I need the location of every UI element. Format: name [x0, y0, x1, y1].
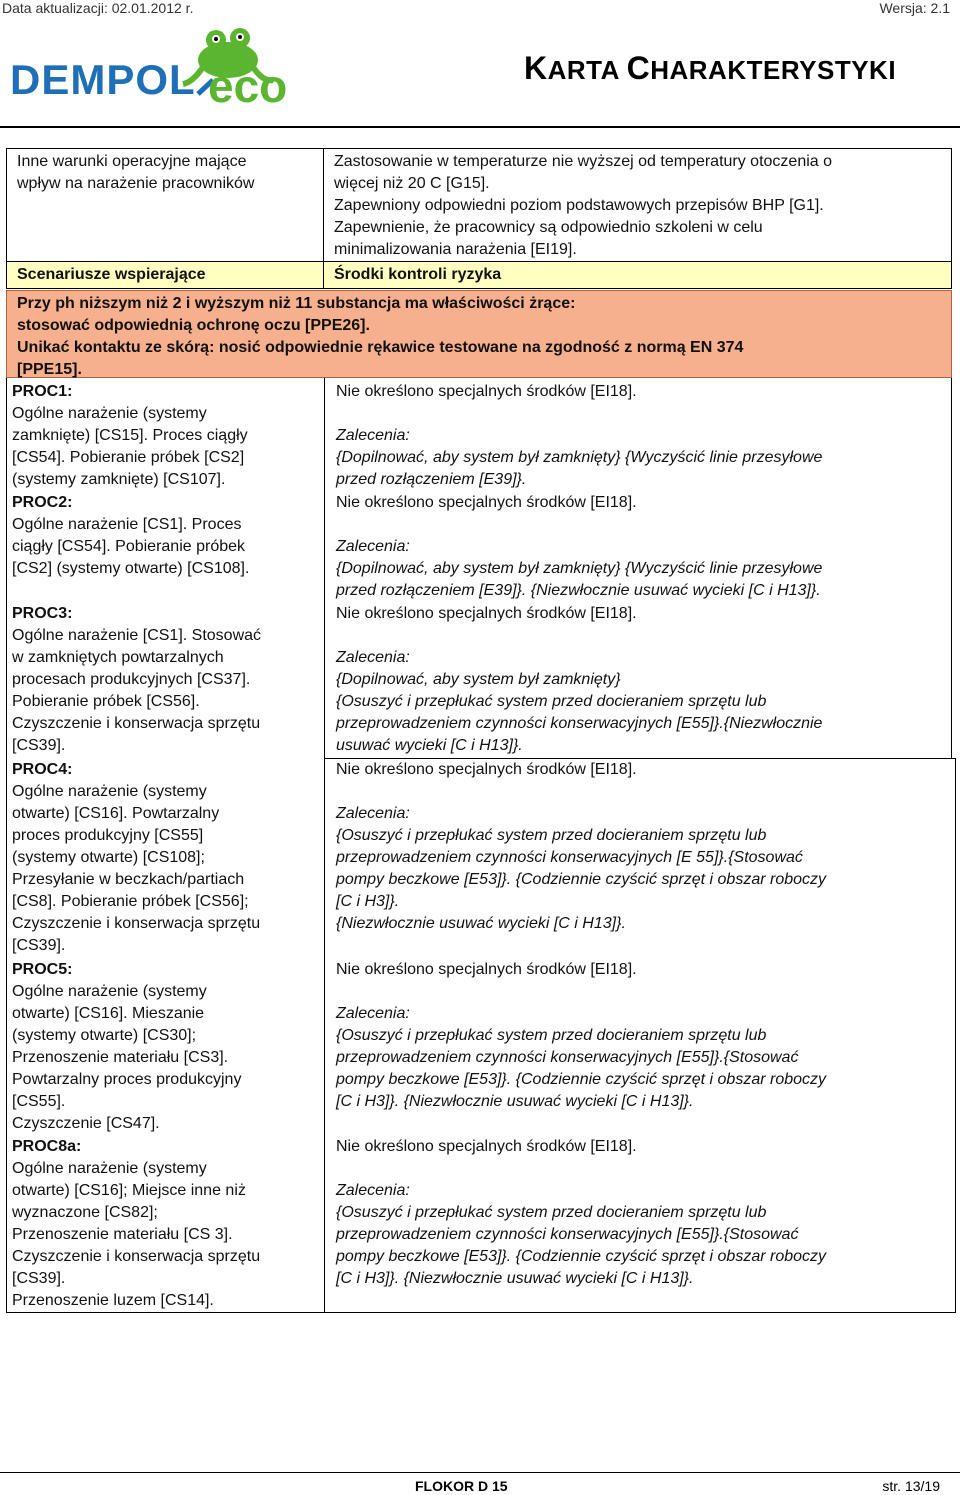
scenario-line: [CS55].	[12, 1093, 66, 1110]
recommendation-line: przed rozłączeniem [E39]}.	[336, 471, 527, 488]
page-number: str. 13/19	[882, 1478, 940, 1494]
no-measures-text: Nie określono specjalnych środków [EI18].	[336, 494, 637, 511]
scenario-line: Ogólne narażenie (systemy	[12, 983, 207, 1000]
recommendations-label: Zalecenia:	[336, 538, 410, 555]
scenario-line: Powtarzalny proces produkcyjny	[12, 1071, 242, 1088]
recommendation-line: przeprowadzeniem czynności konserwacyjnych [E55]}.{Stosować	[336, 1226, 799, 1243]
proc-label: PROC4:	[12, 761, 73, 778]
no-measures-text: Nie określono specjalnych środków [EI18].	[336, 1138, 637, 1155]
proc2-measures	[336, 492, 946, 602]
product-name: FLOKOR D 15	[415, 1478, 508, 1494]
recommendation-line: przed rozłączeniem [E39]}. {Niezwłocznie usuwać wycieki [C i H13]}.	[336, 582, 821, 599]
recommendation-line: {Osuszyć i przepłukać system przed docieraniem sprzętu lub	[336, 1204, 767, 1221]
conditions-label-line: Inne warunki operacyjne mające	[17, 153, 247, 170]
conditions-label-cell	[6, 148, 324, 264]
proc-label: PROC5:	[12, 961, 73, 978]
table-border-right-upper	[951, 378, 952, 758]
scenario-line: zamknięte) [CS15]. Proces ciągły	[12, 427, 248, 444]
scenario-line: Czyszczenie i konserwacja sprzętu	[12, 915, 261, 932]
recommendation-line: {Osuszyć i przepłukać system przed docieraniem sprzętu lub	[336, 827, 767, 844]
scenario-line: (systemy otwarte) [CS30];	[12, 1027, 197, 1044]
scenario-line: otwarte) [CS16]; Miejsce inne niż	[12, 1182, 246, 1199]
recommendation-line: przeprowadzeniem czynności konserwacyjnych [E 55]}.{Stosować	[336, 849, 803, 866]
scenario-line: Pobieranie próbek [CS56].	[12, 693, 200, 710]
conditions-content-cell	[323, 148, 952, 264]
scenario-line: Przenoszenie luzem [CS14].	[12, 1292, 214, 1309]
conditions-line: Zastosowanie w temperaturze nie wyższej od temperatury otoczenia o	[334, 153, 833, 170]
proc5-scenario	[12, 959, 312, 1135]
proc5-measures	[336, 959, 946, 1113]
table-border-right-lower	[955, 758, 956, 1312]
warning-line: [PPE15].	[17, 361, 82, 378]
proc2-scenario	[12, 492, 312, 580]
conditions-line: więcej niż 20 C [G15].	[334, 175, 490, 192]
svg-text:DEMPOL: DEMPOL	[10, 56, 196, 103]
svg-text:eco: eco	[208, 60, 288, 112]
scenario-line: Ogólne narażenie [CS1]. Proces	[12, 516, 242, 533]
scenario-line: otwarte) [CS16]. Powtarzalny	[12, 805, 220, 822]
proc4-measures	[336, 759, 946, 935]
recommendation-line: usuwać wycieki [C i H13]}.	[336, 737, 523, 754]
conditions-line: minimalizowania narażenia [EI19].	[334, 241, 577, 258]
recommendation-line: przeprowadzeniem czynności konserwacyjnych [E55]}.{Stosować	[336, 1049, 799, 1066]
scenario-line: otwarte) [CS16]. Mieszanie	[12, 1005, 205, 1022]
recommendations-label: Zalecenia:	[336, 427, 410, 444]
proc3-measures	[336, 603, 946, 757]
recommendation-line: {Niezwłocznie usuwać wycieki [C i H13]}.	[336, 915, 626, 932]
proc4-scenario	[12, 759, 312, 957]
scenario-line: w zamkniętych powtarzalnych	[12, 649, 224, 666]
recommendation-line: pompy beczkowe [E53]}. {Codziennie czyścić sprzęt i obszar roboczy	[336, 1248, 827, 1265]
table-border-left	[6, 378, 7, 1312]
no-measures-text: Nie określono specjalnych środków [EI18].	[336, 961, 637, 978]
version-label: Wersja: 2.1	[879, 0, 950, 16]
scenario-line: [CS8]. Pobieranie próbek [CS56];	[12, 893, 249, 910]
no-measures-text: Nie określono specjalnych środków [EI18].	[336, 605, 637, 622]
recommendations-label: Zalecenia:	[336, 649, 410, 666]
recommendation-line: {Dopilnować, aby system był zamknięty}	[336, 671, 621, 688]
warning-line: stosować odpowiednią ochronę oczu [PPE26].	[17, 317, 370, 334]
proc1-scenario	[12, 381, 312, 491]
scenario-line: [CS39].	[12, 1270, 66, 1287]
corrosive-warning	[6, 290, 952, 378]
top-bar	[0, 0, 960, 18]
scenario-line: procesach produkcyjnych [CS37].	[12, 671, 251, 688]
header-divider	[0, 126, 960, 128]
scenario-line: ciągły [CS54]. Pobieranie próbek	[12, 538, 246, 555]
recommendation-line: [C i H3]}. {Niezwłocznie usuwać wycieki [C i H13]}.	[336, 1093, 694, 1110]
proc-label: PROC3:	[12, 605, 73, 622]
recommendation-line: pompy beczkowe [E53]}. {Codziennie czyścić sprzęt i obszar roboczy	[336, 1071, 827, 1088]
recommendations-label: Zalecenia:	[336, 1182, 410, 1199]
scenario-line: Czyszczenie i konserwacja sprzętu	[12, 1248, 261, 1265]
scenario-line: [CS39].	[12, 937, 66, 954]
scenario-line: (systemy otwarte) [CS108];	[12, 849, 205, 866]
recommendation-line: {Osuszyć i przepłukać system przed docieraniem sprzętu lub	[336, 693, 767, 710]
scenario-line: Czyszczenie i konserwacja sprzętu	[12, 715, 261, 732]
scenario-line: proces produkcyjny [CS55]	[12, 827, 204, 844]
scenario-header-left: Scenariusze wspierające	[6, 261, 324, 289]
proc8a-scenario	[12, 1136, 312, 1312]
conditions-label-line: wpływ na narażenie pracowników	[17, 175, 255, 192]
scenario-line: Ogólne narażenie (systemy	[12, 783, 207, 800]
proc-label: PROC1:	[12, 383, 73, 400]
recommendation-line: [C i H3]}.	[336, 893, 400, 910]
recommendation-line: przeprowadzeniem czynności konserwacyjnych [E55]}.{Niezwłocznie	[336, 715, 823, 732]
recommendation-line: {Osuszyć i przepłukać system przed docieraniem sprzętu lub	[336, 1027, 767, 1044]
proc8a-measures	[336, 1136, 946, 1290]
recommendation-line: [C i H3]}. {Niezwłocznie usuwać wycieki [C i H13]}.	[336, 1270, 694, 1287]
recommendation-line: pompy beczkowe [E53]}. {Codziennie czyścić sprzęt i obszar roboczy	[336, 871, 827, 888]
scenario-line: Przenoszenie materiału [CS3].	[12, 1049, 229, 1066]
scenario-line: [CS54]. Pobieranie próbek [CS2]	[12, 449, 245, 466]
table-column-divider	[324, 378, 325, 1312]
table-border-bottom	[6, 1312, 956, 1313]
no-measures-text: Nie określono specjalnych środków [EI18].	[336, 761, 637, 778]
recommendations-label: Zalecenia:	[336, 1005, 410, 1022]
recommendation-line: {Dopilnować, aby system był zamknięty} {Wyczyścić linie przesyłowe	[336, 560, 823, 577]
scenario-line: Ogólne narażenie [CS1]. Stosować	[12, 627, 262, 644]
no-measures-text: Nie określono specjalnych środków [EI18].	[336, 383, 637, 400]
scenario-line: Ogólne narażenie (systemy	[12, 405, 207, 422]
scenario-line: Przenoszenie materiału [CS 3].	[12, 1226, 233, 1243]
scenario-line: Przesyłanie w beczkach/partiach	[12, 871, 245, 888]
warning-line: Unikać kontaktu ze skórą: nosić odpowiednie rękawice testowane na zgodność z normą EN 374	[17, 339, 744, 356]
conditions-line: Zapewniony odpowiedni poziom podstawowych przepisów BHP [G1].	[334, 197, 824, 214]
proc-label: PROC8a:	[12, 1138, 82, 1155]
recommendation-line: {Dopilnować, aby system był zamknięty} {Wyczyścić linie przesyłowe	[336, 449, 823, 466]
footer-divider	[0, 1472, 960, 1473]
dempol-eco-logo	[8, 22, 318, 122]
document-title: KARTA CHARAKTERYSTYKI	[523, 50, 897, 86]
update-date: Data aktualizacji: 02.01.2012 r.	[2, 0, 194, 16]
warning-line: Przy ph niższym niż 2 i wyższym niż 11 substancja ma właściwości żrące:	[17, 295, 576, 312]
scenario-line: [CS2] (systemy otwarte) [CS108].	[12, 560, 250, 577]
scenario-header-right: Środki kontroli ryzyka	[323, 261, 952, 289]
recommendations-label: Zalecenia:	[336, 805, 410, 822]
scenario-line: Czyszczenie [CS47].	[12, 1115, 160, 1132]
proc1-measures	[336, 381, 946, 491]
scenario-line: (systemy zamknięte) [CS107].	[12, 471, 226, 488]
scenario-line: [CS39].	[12, 737, 66, 754]
conditions-line: Zapewnienie, że pracownicy są odpowiednio szkoleni w celu	[334, 219, 763, 236]
proc3-scenario	[12, 603, 312, 757]
scenario-line: Ogólne narażenie (systemy	[12, 1160, 207, 1177]
proc-label: PROC2:	[12, 494, 73, 511]
scenario-line: wyznaczone [CS82];	[12, 1204, 158, 1221]
